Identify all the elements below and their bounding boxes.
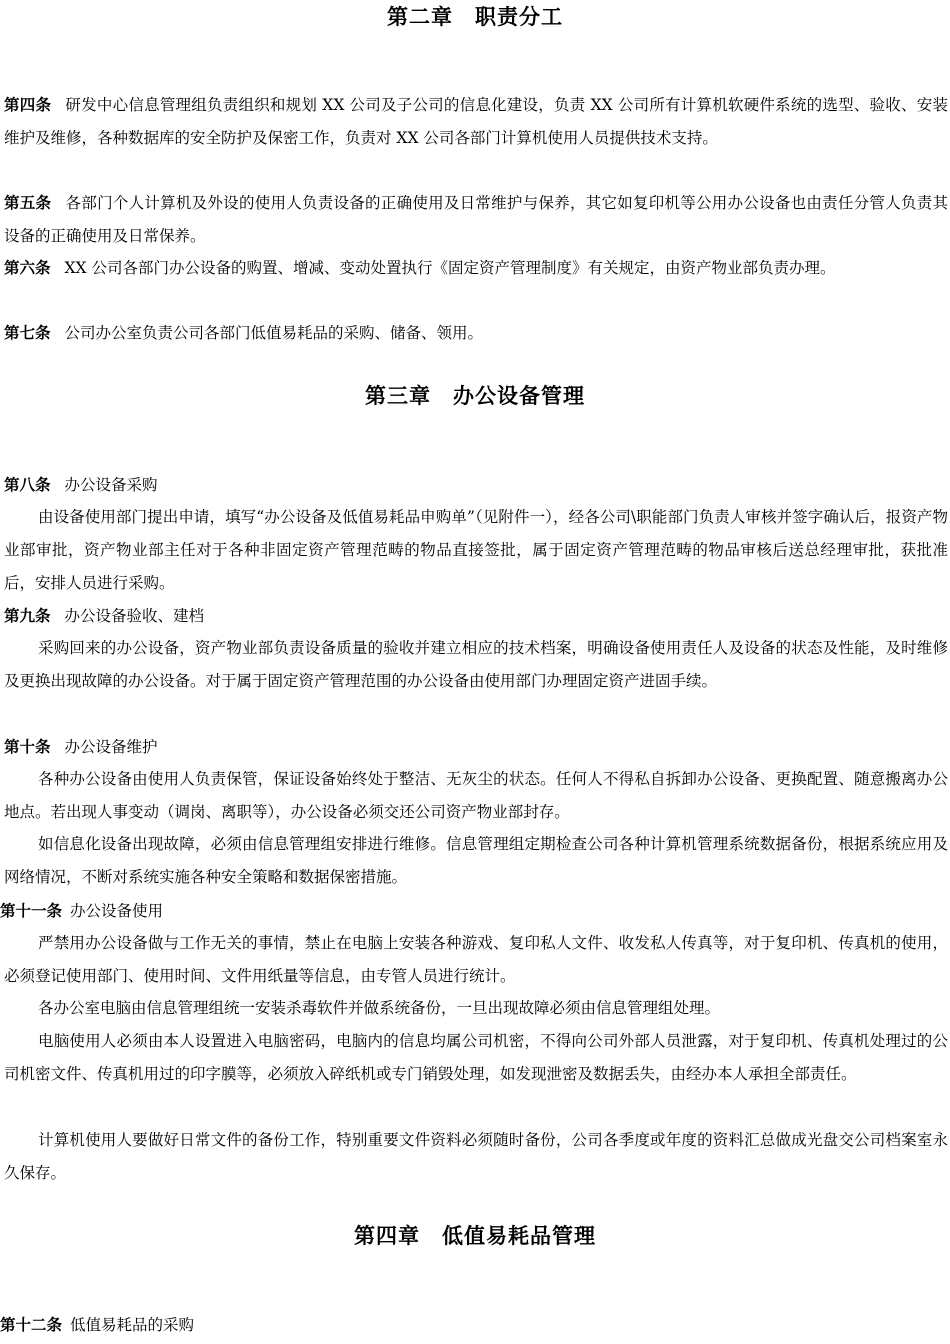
- body-paragraph: 各种办公设备由使用人负责保管，保证设备始终处于整洁、无灰尘的状态。任何人不得私自拆卸办公设备、更换配置、随意搬离办公地点。若出现人事变动（调岗、离职等），办公设备必须交还公司资产物业部封存。: [4, 770, 948, 821]
- article-text: 低值易耗品的采购: [70, 1316, 195, 1334]
- article-label: 第七条: [4, 323, 51, 342]
- article-text: 办公设备验收、建档: [64, 607, 205, 625]
- article-paragraph: [4, 186, 948, 253]
- article-label: 第十条: [4, 737, 51, 756]
- body-paragraph: 各办公室电脑由信息管理组统一安装杀毒软件并做系统备份，一旦出现故障必须由信息管理组处理。: [38, 999, 721, 1017]
- body-paragraph: 如信息化设备出现故障，必须由信息管理组安排进行维修。信息管理组定期检查公司各种计算机管理系统数据备份，根据系统应用及网络情况，不断对系统实施各种安全策略和数据保密措施。: [4, 835, 948, 886]
- article-label: 第四条: [4, 95, 52, 114]
- article-paragraph: [4, 599, 948, 633]
- article-text: 各部门个人计算机及外设的使用人负责设备的正确使用及日常维护与保养，其它如复印机等公用办公设备也由责任分管人负责其设备的正确使用及日常保养。: [4, 194, 948, 245]
- article-text: XX 公司各部门办公设备的购置、增减、变动处置执行《固定资产管理制度》有关规定，由资产物业部负责办理。: [64, 259, 836, 277]
- article-label: 第六条: [4, 258, 51, 277]
- chapter-title: 第四章 低值易耗品管理: [354, 1223, 596, 1248]
- body-paragraph: 采购回来的办公设备，资产物业部负责设备质量的验收并建立相应的技术档案，明确设备使用责任人及设备的状态及性能，及时维修及更换出现故障的办公设备。对于属于固定资产管理范围的办公设备由使用部门办理固定资产进固手续。: [4, 639, 948, 690]
- article-paragraph: [0, 1308, 948, 1342]
- article-text: 办公设备采购: [64, 476, 158, 494]
- chapter-title: 第三章 办公设备管理: [365, 383, 585, 408]
- article-paragraph: [4, 316, 948, 350]
- article-label: 第十一条: [0, 901, 63, 920]
- article-label: 第九条: [4, 606, 51, 625]
- body-paragraph: 计算机使用人要做好日常文件的备份工作，特别重要文件资料必须随时备份，公司各季度或年度的资料汇总做成光盘交公司档案室永久保存。: [4, 1131, 948, 1182]
- body-paragraph: 由设备使用部门提出申请，填写“办公设备及低值易耗品申购单”（见附件一），经各公司\职能部门负责人审核并签字确认后，报资产物业部审批，资产物业部主任对于各种非固定资产管理范畴的物品直接签批，属于固定资产管理范畴的物品审核后送总经理审批，获批准后，安排人员进行采购。: [4, 508, 948, 592]
- article-paragraph: [4, 251, 948, 285]
- body-paragraph: 严禁用办公设备做与工作无关的事情，禁止在电脑上安装各种游戏、复印私人文件、收发私人传真等，对于复印机、传真机的使用，必须登记使用部门、使用时间、文件用纸量等信息，由专管人员进行统计。: [4, 934, 948, 985]
- article-text: 办公设备维护: [64, 738, 158, 756]
- article-text: 公司办公室负责公司各部门低值易耗品的采购、储备、领用。: [64, 324, 484, 342]
- article-paragraph: [0, 894, 948, 928]
- article-label: 第八条: [4, 475, 51, 494]
- article-text: 办公设备使用: [70, 902, 164, 920]
- body-paragraph: 电脑使用人必须由本人设置进入电脑密码，电脑内的信息均属公司机密，不得向公司外部人员泄露，对于复印机、传真机处理过的公司机密文件、传真机用过的印字膜等，必须放入碎纸机或专门销毁处理，如发现泄密及数据丢失，由经办本人承担全部责任。: [4, 1032, 948, 1083]
- article-label: 第十二条: [0, 1315, 63, 1334]
- article-text: 研发中心信息管理组负责组织和规划 XX 公司及子公司的信息化建设，负责 XX 公司所有计算机软硬件系统的选型、验收、安装维护及维修，各种数据库的安全防护及保密工作，负责对 XX 公司各部门计算机使用人员提供技术支持。: [4, 96, 948, 147]
- article-label: 第五条: [4, 193, 52, 212]
- article-paragraph: [4, 468, 948, 502]
- chapter-title: 第二章 职责分工: [387, 4, 563, 29]
- article-paragraph: [4, 730, 948, 764]
- article-paragraph: [4, 88, 948, 155]
